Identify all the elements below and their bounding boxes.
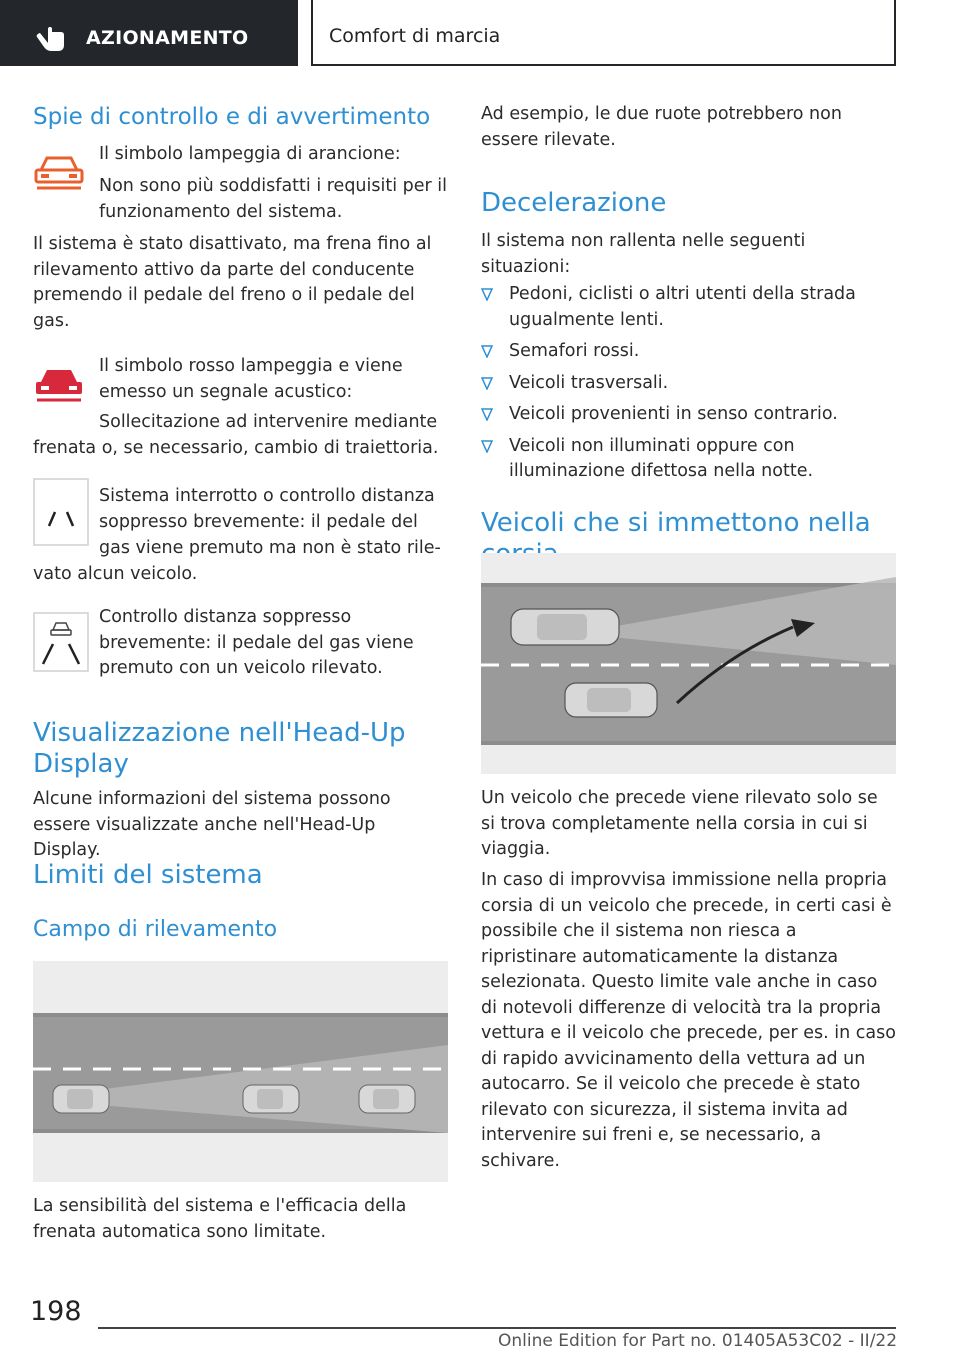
hand-pointer-icon <box>34 25 68 53</box>
car-own <box>511 609 619 645</box>
bullet-text: Veicoli non illuminati oppure con illuminazione difettosa nella notte. <box>509 435 814 481</box>
interrotto-line-1: Sistema interrotto o controllo distanza <box>99 486 435 506</box>
improvvisa-paragraph: In caso di improvvisa immissione nella propria corsia di un veicolo che precede, in certi casi è possibile che il sistema non riesca a ripristinare automaticamente la distanza selezionata. Questo limite vale anche in caso di notevoli differenze di velocità tra la propria vettura e il veicolo che precede, per es. in caso di rapido avvicinamento della vettura ad un autocarro. Se il veicolo che precede è stato rilevato con sicurezza, il sistema invita ad intervenire sui freni e, se necessario, a schivare. <box>481 870 896 1171</box>
car-own <box>53 1085 109 1113</box>
triangle-bullet-icon <box>481 288 493 301</box>
triangle-bullet-icon <box>481 408 493 421</box>
red-line-1: Il simbolo rosso lampeggia e viene emesso un segnale acustico: <box>99 356 403 402</box>
interrotto-line-3: gas viene premuto ma non è stato rile- <box>99 538 441 558</box>
list-item <box>481 371 886 397</box>
interrotto-line-2: soppresso brevemente: il pedale del <box>99 512 418 532</box>
interrotto-line-4: vato alcun veicolo. <box>33 564 198 584</box>
car-middle <box>243 1085 299 1113</box>
hud-paragraph: Alcune informazioni del sistema possono essere visualizzate anche nell'Head-Up Display. <box>33 789 391 860</box>
orange-line-2: Non sono più soddisfatti i requisiti per il funzionamento del sistema. <box>99 176 448 222</box>
orange-car-warning-icon <box>33 152 85 196</box>
triangle-bullet-icon <box>481 377 493 390</box>
cut-in-drawing <box>481 553 896 774</box>
list-item <box>481 434 886 485</box>
page-number: 198 <box>30 1296 82 1327</box>
bullet-text: Pedoni, ciclisti o altri utenti della strada ugualmente lenti. <box>509 284 856 330</box>
heading-campo: Campo di rilevamento <box>33 917 278 942</box>
red-line-2-first: Sollecitazione ad intervenire mediante <box>99 412 438 432</box>
list-item <box>481 402 886 428</box>
triangle-bullet-icon <box>481 345 493 358</box>
header-section-tab <box>0 0 298 66</box>
triangle-bullet-icon <box>481 440 493 453</box>
soppresso-text: Controllo distanza soppresso brevemente: il pedale del gas viene premuto con un veicolo rilevato. <box>99 607 414 678</box>
orange-line-1: Il simbolo lampeggia di arancione: <box>99 144 401 164</box>
para-disattivato: Il sistema è stato disattivato, ma frena fino al rilevamento attivo da parte del conducente premendo il pedale del freno o il pedale del gas. <box>33 234 432 331</box>
header-chapter-box <box>311 0 896 66</box>
detection-range-drawing <box>33 961 448 1182</box>
red-line-2-rest: frenata o, se necessario, cambio di traiettoria. <box>33 438 439 458</box>
heading-hud: Visualizzazione nell'Head-Up Display <box>33 718 406 779</box>
bullet-text: Veicoli trasversali. <box>509 372 669 393</box>
list-item <box>481 282 886 333</box>
heading-immettono: Veicoli che si immettono nella <box>481 508 871 538</box>
header-section-title: AZIONAMENTO <box>86 27 249 49</box>
car-front <box>359 1085 415 1113</box>
distance-control-interrupted-icon <box>33 478 89 546</box>
header-chapter-title: Comfort di marcia <box>329 25 501 47</box>
car-cutting-in <box>565 683 657 717</box>
heading-limiti: Limiti del sistema <box>33 860 263 890</box>
distance-control-suppressed-icon <box>33 612 89 672</box>
decel-paragraph: Il sistema non rallenta nelle seguenti situazioni: <box>481 231 806 277</box>
rilevato-paragraph: Un veicolo che precede viene rilevato solo se si trova completamente nella corsia in cui si viaggia. <box>481 788 878 859</box>
intro-paragraph: Ad esempio, le due ruote potrebbero non essere rilevate. <box>481 104 842 150</box>
detection-range-illustration <box>33 961 448 1182</box>
heading-spie: Spie di controllo e di avvertimento <box>33 104 431 130</box>
footer-edition: Online Edition for Part no. 01405A53C02 - II/22 <box>498 1331 898 1351</box>
campo-paragraph: La sensibilità del sistema e l'efficacia della frenata automatica sono limitate. <box>33 1196 407 1242</box>
footer-divider <box>98 1327 896 1329</box>
bullet-text: Veicoli provenienti in senso contrario. <box>509 404 838 424</box>
cut-in-vehicle-illustration <box>481 553 896 774</box>
heading-decelerazione: Decelerazione <box>481 188 667 218</box>
bullet-text: Semafori rossi. <box>509 341 640 361</box>
list-item <box>481 339 886 365</box>
red-car-warning-icon <box>33 364 85 408</box>
deceleration-bullet-list <box>481 282 886 491</box>
